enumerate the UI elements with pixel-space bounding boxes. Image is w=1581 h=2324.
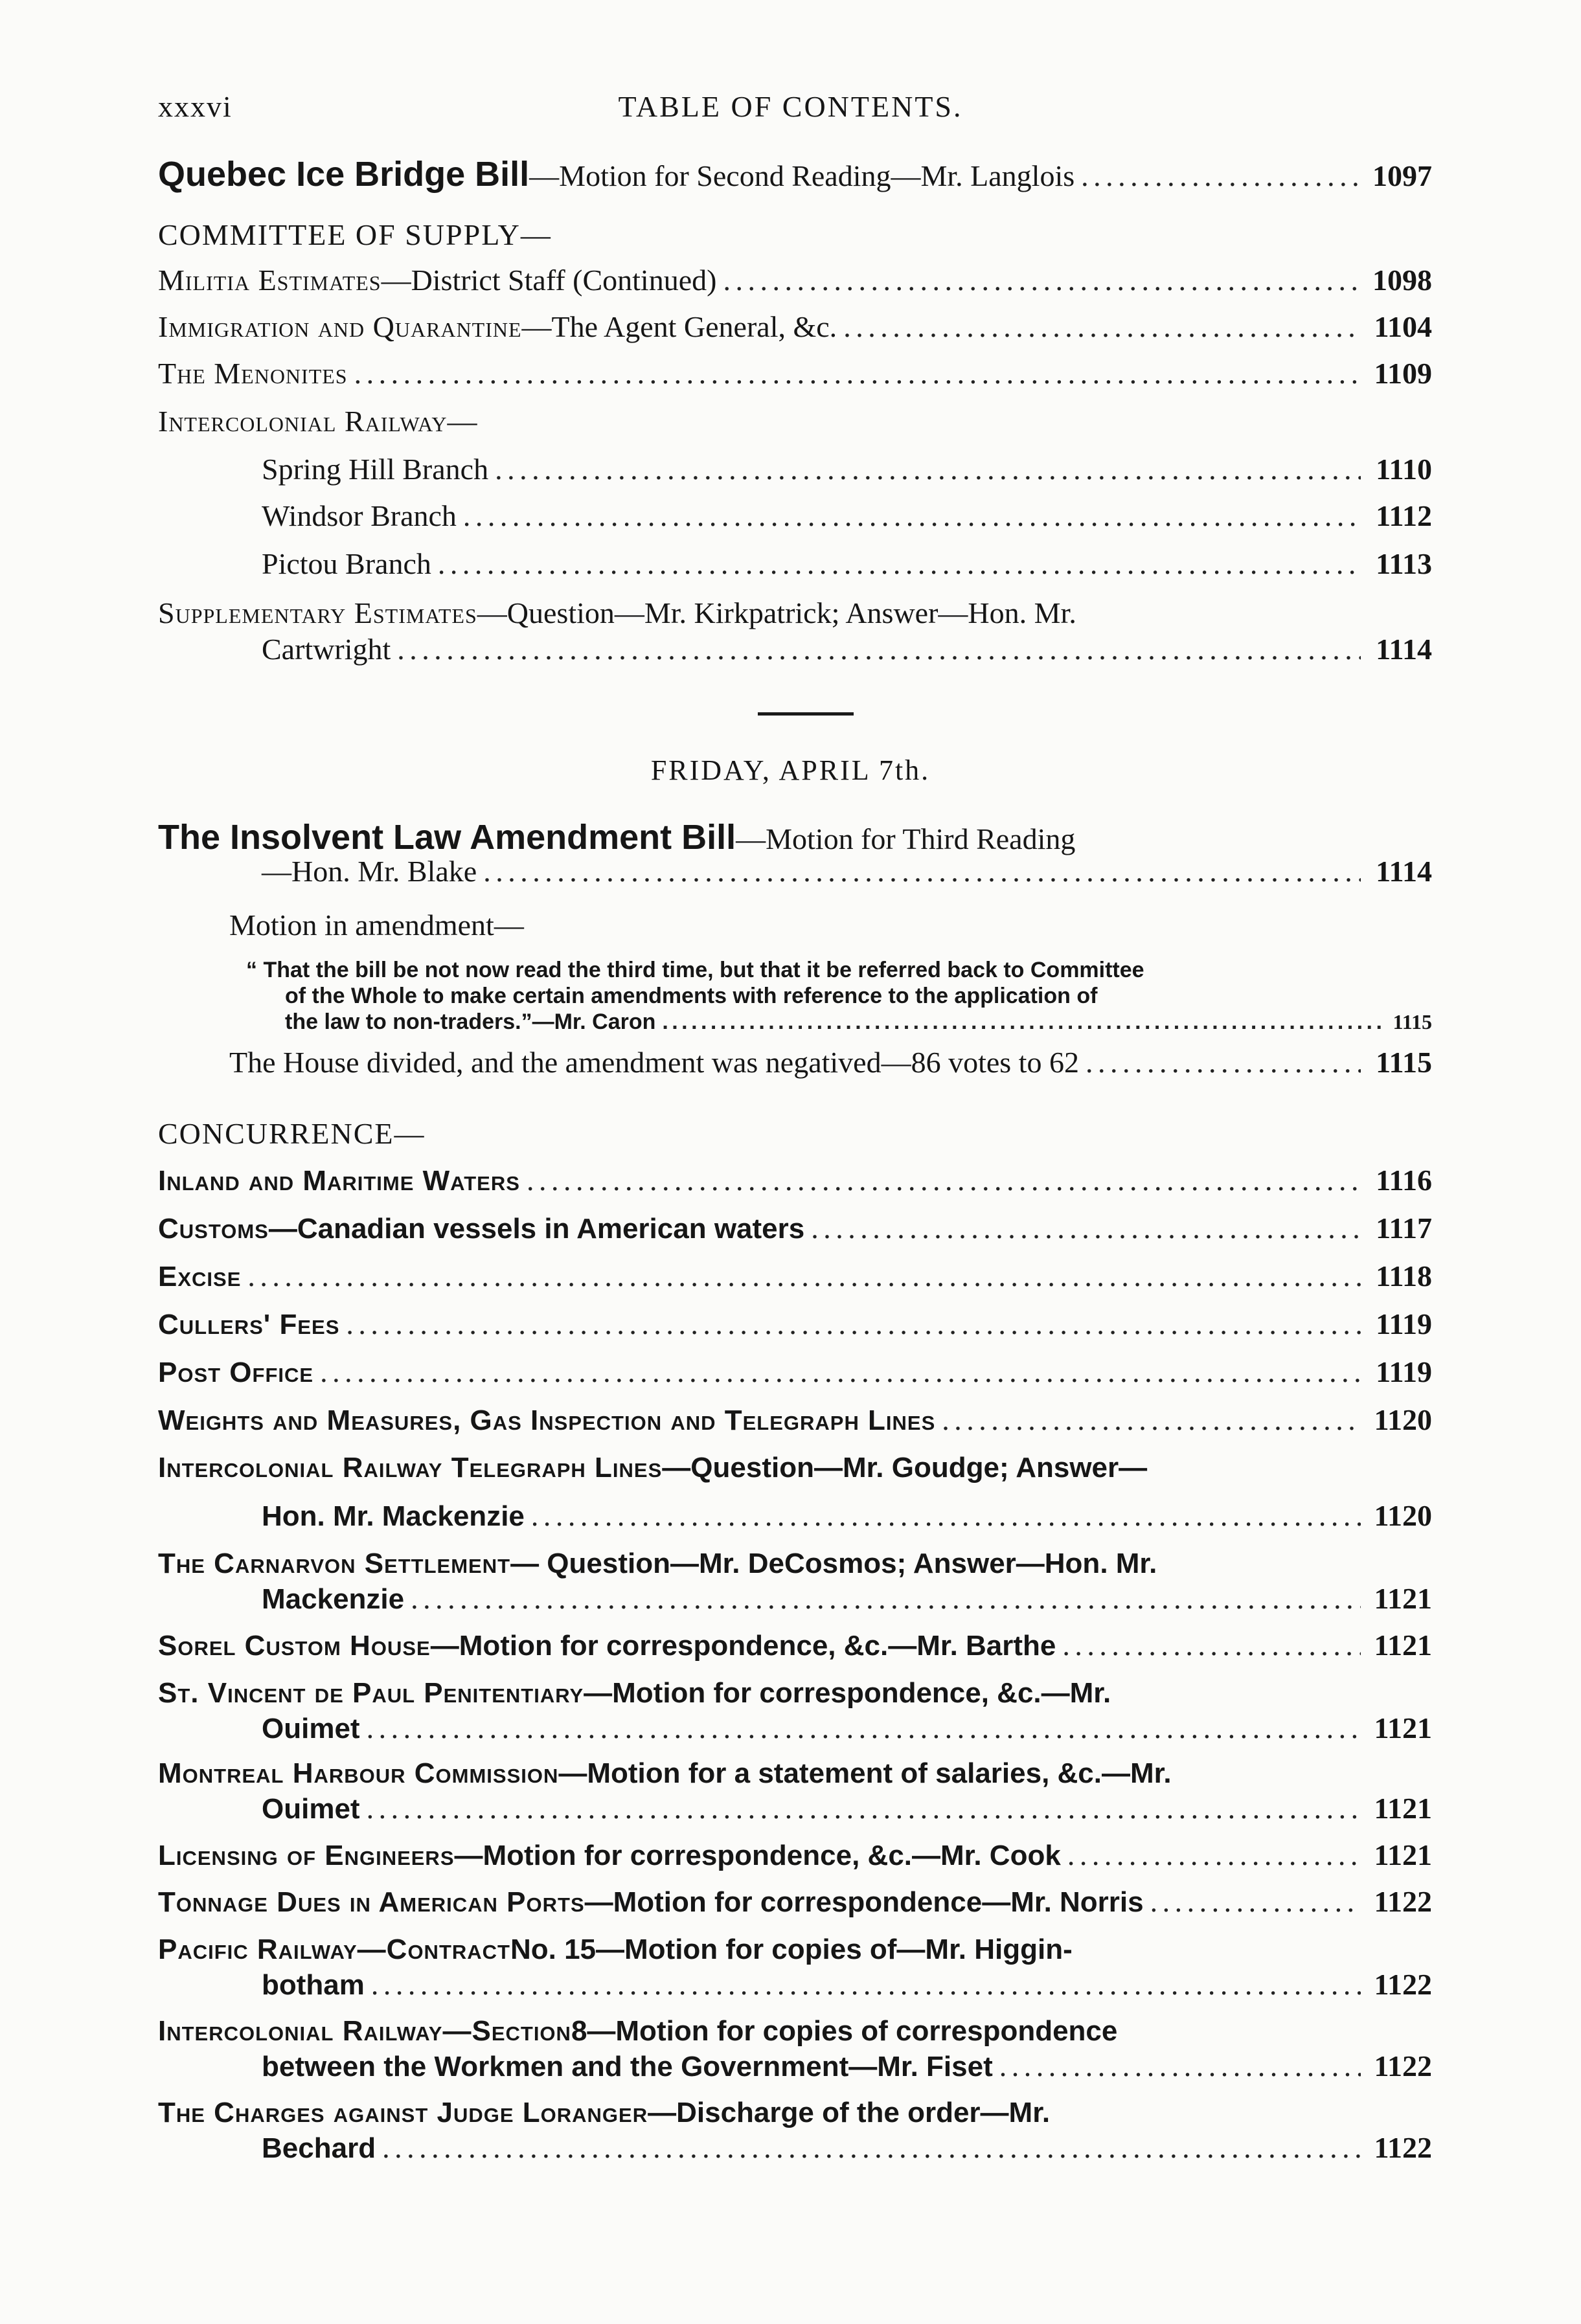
dot-leader: [942, 1400, 1361, 1440]
entry-continuation: Ouimet: [262, 1713, 360, 1744]
page-ref: 1122: [1374, 2131, 1432, 2164]
entry-continuation: —Hon. Mr. Blake: [262, 855, 477, 888]
page-number: xxxvi: [158, 90, 233, 123]
page-ref: 1122: [1374, 1968, 1432, 2001]
dot-leader: [1150, 1882, 1361, 1922]
toc-entry-sorel[interactable]: [158, 1625, 1432, 1666]
toc-entry-licensing[interactable]: [158, 1835, 1432, 1876]
toc-entry-pictou[interactable]: [158, 544, 1432, 584]
toc-entry-montreal-harbour[interactable]: [158, 1754, 1432, 1829]
entry-title: Customs: [158, 1213, 269, 1245]
toc-entry-tonnage[interactable]: [158, 1882, 1432, 1923]
dot-leader: [367, 1708, 1361, 1748]
page-ref: 1121: [1374, 1582, 1432, 1615]
toc-entry-post-office[interactable]: [158, 1352, 1432, 1393]
entry-desc: —Question—Mr. Goudge; Answer—: [662, 1452, 1148, 1484]
entry-continuation: between the Workmen and the Government—Mr. Fiset: [262, 2051, 993, 2082]
toc-subheading-intercolonial: [158, 401, 1432, 442]
page-ref: 1119: [1376, 1355, 1432, 1388]
dot-leader: [527, 1160, 1361, 1201]
section-heading-supply: [158, 215, 1432, 255]
toc-entry-house-divided[interactable]: [158, 1043, 1432, 1083]
entry-continuation: Ouimet: [262, 1793, 360, 1825]
entry-continuation: Cartwright: [262, 633, 391, 666]
toc-entry-inland[interactable]: [158, 1160, 1432, 1201]
entry-desc: —District Staff (Continued): [381, 264, 717, 297]
dot-leader: [320, 1352, 1361, 1392]
page-ref: 1113: [1376, 547, 1432, 580]
page-ref: 1109: [1374, 357, 1432, 390]
page-ref: 1097: [1372, 159, 1432, 192]
dot-leader: [1067, 1835, 1361, 1875]
page-ref: 1122: [1374, 1885, 1432, 1918]
entry-continuation: Hon. Mr. Mackenzie: [262, 1500, 525, 1532]
page-ref: 1117: [1376, 1212, 1432, 1245]
entry-title: Spring Hill Branch: [262, 453, 489, 486]
page-ref: 1120: [1374, 1403, 1432, 1436]
heading-text: CONCURRENCE—: [158, 1117, 426, 1150]
entry-desc: —Canadian vessels in American waters: [268, 1213, 805, 1245]
page-ref: 1114: [1376, 855, 1432, 888]
entry-desc: —The Agent General, &c.: [521, 310, 837, 343]
page-title: TABLE OF CONTENTS.: [618, 90, 963, 123]
section-heading-concurrence: [158, 1114, 1432, 1154]
entry-title: Militia Estimates: [158, 264, 381, 297]
toc-entry-weights[interactable]: [158, 1400, 1432, 1441]
dot-leader: [371, 1965, 1361, 2005]
page-ref: 1110: [1376, 453, 1432, 486]
dot-leader: [346, 1304, 1361, 1344]
dot-leader: [723, 260, 1361, 300]
entry-title: Supplementary Estimates: [158, 596, 477, 629]
toc-entry-cullers[interactable]: [158, 1304, 1432, 1345]
section-divider: [758, 712, 854, 716]
entry-title: The Insolvent Law Amendment Bill: [158, 818, 736, 857]
entry-title: Weights and Measures, Gas Inspection and Telegraph Lines: [158, 1405, 936, 1436]
toc-entry-supplementary[interactable]: [158, 593, 1432, 670]
dot-leader: [382, 2128, 1361, 2168]
toc-entry-intercolonial-telegraph[interactable]: [158, 1448, 1432, 1537]
entry-desc: —Motion for correspondence, &c.—Mr. Barthe: [430, 1630, 1056, 1662]
entry-title: Intercolonial Railway—: [158, 405, 478, 438]
entry-desc: —Motion for correspondence, &c.—Mr.: [584, 1677, 1111, 1709]
toc-entry-spring-hill[interactable]: [158, 449, 1432, 490]
entry-title: Pacific Railway—Contract: [158, 1934, 510, 1965]
entry-desc: —Question—Mr. Kirkpatrick; Answer—Hon. Mr.: [477, 596, 1076, 629]
toc-entry-customs[interactable]: [158, 1208, 1432, 1249]
toc-entry-immigration[interactable]: [158, 307, 1432, 347]
dot-leader: [662, 1009, 1386, 1035]
motion-in-amendment: [158, 905, 1432, 945]
toc-entry-excise[interactable]: [158, 1256, 1432, 1297]
page-ref: 1121: [1374, 1629, 1432, 1662]
entry-title: Intercolonial Railway Telegraph Lines: [158, 1452, 663, 1484]
date-heading: FRIDAY, APRIL 7th.: [650, 754, 931, 786]
entry-title: Pictou Branch: [262, 547, 431, 580]
entry-title: The Carnarvon Settlement: [158, 1548, 511, 1579]
toc-entry-militia[interactable]: [158, 260, 1432, 300]
toc-entry-insolvent-law[interactable]: [158, 817, 1432, 892]
page-ref: 1112: [1376, 499, 1432, 532]
entry-continuation: botham: [262, 1969, 365, 2001]
dot-leader: [354, 354, 1361, 394]
dot-leader: [1086, 1043, 1361, 1083]
entry-title: The House divided, and the amendment was negatived—86 votes to 62: [229, 1046, 1079, 1079]
entry-desc: —Motion for a statement of salaries, &c.—Mr.: [558, 1757, 1172, 1789]
dot-leader: [495, 449, 1361, 490]
entry-continuation: Mackenzie: [262, 1583, 405, 1615]
dot-leader: [411, 1579, 1361, 1619]
entry-title: Intercolonial Railway—Section: [158, 2015, 571, 2047]
entry-title: Excise: [158, 1261, 242, 1292]
entry-title: Quebec Ice Bridge Bill: [158, 155, 530, 194]
entry-title: Windsor Branch: [262, 499, 457, 532]
dot-leader: [397, 629, 1361, 670]
entry-desc: No. 15—Motion for copies of—Mr. Higgin-: [510, 1934, 1073, 1965]
page-ref: 1114: [1376, 633, 1432, 666]
dot-leader: [247, 1256, 1361, 1296]
motion-label: Motion in amendment—: [229, 908, 524, 942]
entry-desc: —Motion for correspondence—Mr. Norris: [584, 1886, 1144, 1918]
toc-entry-windsor[interactable]: [158, 496, 1432, 536]
toc-entry-section-8[interactable]: [158, 2011, 1432, 2087]
dot-leader: [531, 1496, 1361, 1536]
page-ref: 1098: [1372, 264, 1432, 297]
dot-leader: [1081, 156, 1361, 196]
page-ref: 1122: [1374, 2049, 1432, 2082]
entry-desc: —Discharge of the order—Mr.: [648, 2097, 1051, 2128]
entry-title: Post Office: [158, 1357, 314, 1388]
dot-leader: [843, 307, 1361, 347]
quote-line: “ That the bill be not now read the third time, but that it be referred back to Committee: [246, 958, 1144, 982]
entry-desc: — Question—Mr. DeCosmos; Answer—Hon. Mr.: [510, 1548, 1157, 1579]
entry-desc: 8—Motion for copies of correspondence: [571, 2015, 1118, 2047]
toc-entry-pacific-railway[interactable]: [158, 1930, 1432, 2005]
dot-leader: [811, 1208, 1361, 1248]
toc-entry-carnarvon[interactable]: [158, 1544, 1432, 1619]
toc-entry-judge-loranger[interactable]: [158, 2093, 1432, 2169]
toc-entry-quebec-ice-bridge[interactable]: [158, 154, 1432, 196]
page-ref: 1115: [1376, 1046, 1432, 1079]
page-ref: 1121: [1374, 1838, 1432, 1871]
page-ref: 1120: [1374, 1499, 1432, 1532]
entry-continuation: Bechard: [262, 2132, 376, 2164]
entry-title: The Charges against Judge Loranger: [158, 2097, 648, 2128]
entry-desc: —Motion for Third Reading: [736, 822, 1076, 855]
dot-leader: [367, 1788, 1361, 1829]
page-ref: 1119: [1376, 1307, 1432, 1340]
entry-title: Sorel Custom House: [158, 1630, 431, 1662]
entry-title: Inland and Maritime Waters: [158, 1165, 520, 1197]
toc-entry-menonites[interactable]: [158, 354, 1432, 394]
amendment-quote: [246, 957, 1432, 1035]
entry-desc: —Motion for Second Reading—Mr. Langlois: [529, 159, 1075, 192]
dot-leader: [463, 496, 1361, 536]
dot-leader: [483, 852, 1361, 892]
dot-leader: [1062, 1625, 1361, 1665]
dot-leader: [999, 2046, 1361, 2086]
page-ref: 1121: [1374, 1792, 1432, 1825]
entry-title: Cullers' Fees: [158, 1309, 340, 1340]
entry-title: Tonnage Dues in American Ports: [158, 1886, 585, 1918]
heading-text: COMMITTEE OF SUPPLY—: [158, 218, 552, 251]
entry-title: Immigration and Quarantine: [158, 310, 522, 343]
entry-title: Montreal Harbour Commission: [158, 1757, 559, 1789]
entry-title: The Menonites: [158, 357, 348, 390]
page-ref: 1121: [1374, 1711, 1432, 1744]
page-header: [0, 89, 1581, 128]
page-ref: 1116: [1376, 1164, 1432, 1197]
toc-entry-st-vincent[interactable]: [158, 1673, 1432, 1749]
page-ref: 1115: [1393, 1010, 1432, 1033]
entry-title: Licensing of Engineers: [158, 1840, 455, 1871]
page-ref: 1118: [1376, 1259, 1432, 1292]
quote-line: of the Whole to make certain amendments with reference to the application of: [285, 984, 1098, 1008]
entry-title: St. Vincent de Paul Penitentiary: [158, 1677, 584, 1709]
dot-leader: [438, 544, 1361, 584]
entry-desc: —Motion for correspondence, &c.—Mr. Cook: [454, 1840, 1061, 1871]
page-ref: 1104: [1374, 310, 1432, 343]
quote-line: the law to non-traders.”—Mr. Caron: [285, 1010, 656, 1034]
